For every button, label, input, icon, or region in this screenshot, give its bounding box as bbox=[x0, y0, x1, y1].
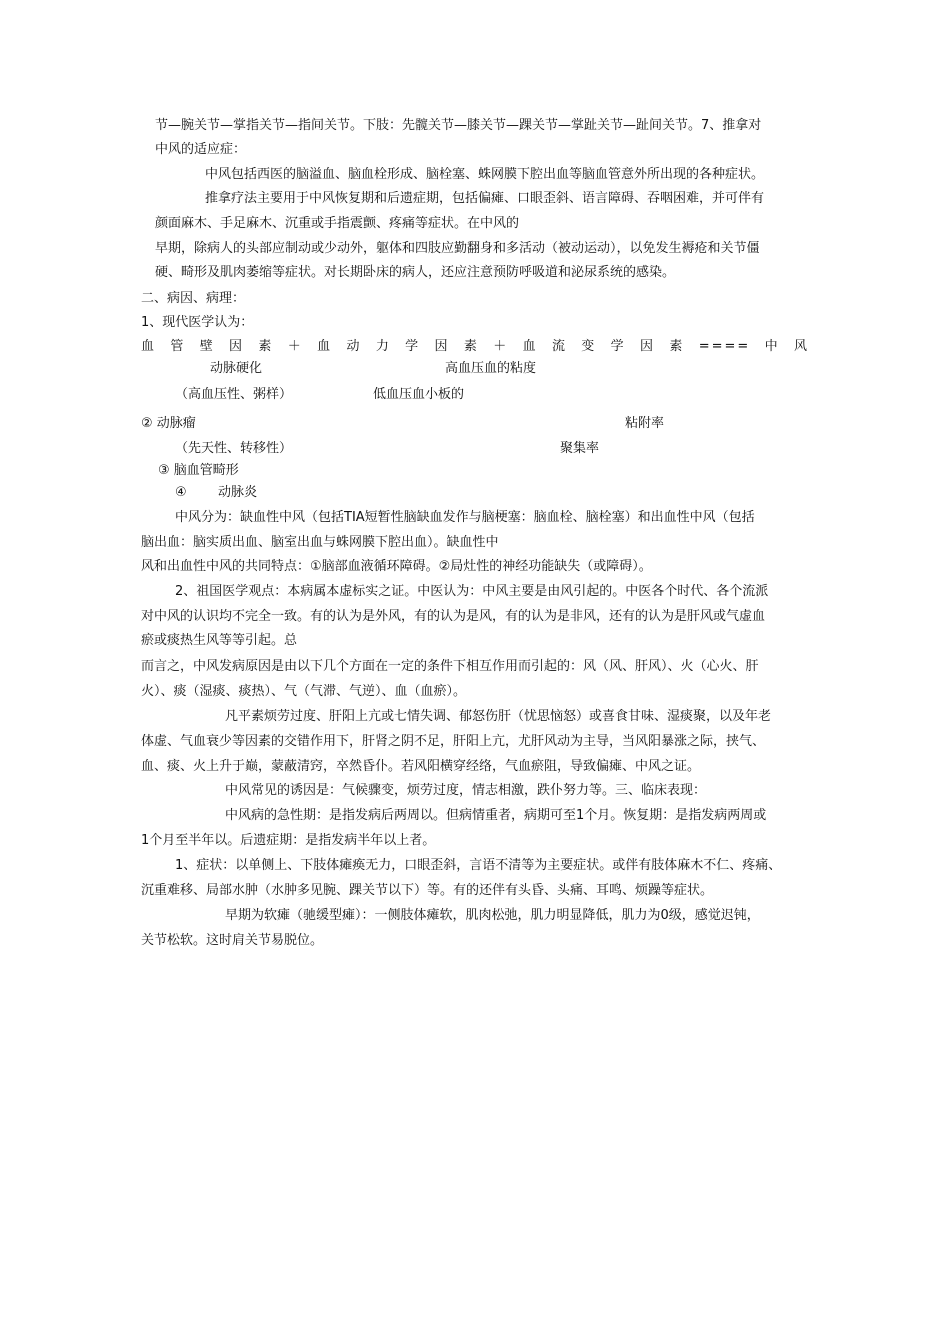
text-line: 节—腕关节—掌指关节—指间关节。下肢：先髋关节—膝关节—踝关节—掌趾关节—趾间关节。7、推拿对 bbox=[155, 118, 762, 133]
text-line: 聚集率 bbox=[560, 441, 600, 456]
text-line: ③ 脑血管畸形 bbox=[158, 463, 239, 478]
text-line: 高血压血的粘度 bbox=[445, 361, 537, 376]
text-line: ② 动脉瘤 bbox=[141, 416, 196, 431]
text-line: 粘附率 bbox=[625, 416, 665, 431]
text-line: （高血压性、粥样） bbox=[175, 387, 293, 402]
text-line: 火）、痰（湿痰、痰热）、气（气滞、气逆）、血（血瘀）。 bbox=[141, 684, 467, 699]
text-line: 1、症状：以单侧上、下肢体瘫痪无力，口眼歪斜，言语不清等为主要症状。或伴有肢体麻木不仁、疼痛、 bbox=[175, 858, 782, 873]
text-line: 硬、畸形及肌肉萎缩等症状。对长期卧床的病人，还应注意预防呼吸道和泌尿系统的感染。 bbox=[155, 265, 676, 280]
text-line: 凡平素烦劳过度、肝阳上亢或七情失调、郁怒伤肝（忧思恼怒）或喜食甘味、湿痰聚，以及年老 bbox=[225, 709, 772, 724]
text-line: 体虚、气血衰少等因素的交错作用下，肝肾之阴不足，肝阳上亢，尤肝风动为主导，当风阳暴涨之际，挟气、 bbox=[141, 734, 766, 749]
text-line: 中风包括西医的脑溢血、脑血栓形成、脑栓塞、蛛网膜下腔出血等脑血管意外所出现的各种症状。 bbox=[205, 167, 765, 182]
text-line: ④ bbox=[175, 485, 187, 500]
subsection-heading: 1、现代医学认为： bbox=[141, 315, 254, 330]
formula-line: 血管壁因素＋血动力学因素＋血流变学因素====中风 bbox=[141, 339, 809, 354]
text-line: 血、痰、火上升于巅，蒙蔽清窍，卒然昏仆。若风阳横穿经络，气血瘀阻，导致偏瘫、中风之证。 bbox=[141, 759, 701, 774]
text-line: 对中风的认识均不完全一致。有的认为是外风，有的认为是风，有的认为是非风，还有的认为是肝风或气虚血 bbox=[141, 609, 766, 624]
text-line: 推拿疗法主要用于中风恢复期和后遗症期，包括偏瘫、口眼歪斜、语言障碍、吞咽困难，并可伴有 bbox=[205, 191, 765, 206]
text-line: 颜面麻木、手足麻木、沉重或手指震颤、疼痛等症状。在中风的 bbox=[155, 216, 520, 231]
text-line: 早期，除病人的头部应制动或少动外，躯体和四肢应勤翻身和多活动（被动运动），以免发生褥疮和关节僵 bbox=[155, 241, 760, 256]
text-line: 早期为软瘫（驰缓型瘫）：一侧肢体瘫软，肌肉松弛，肌力明显降低，肌力为0级，感觉迟钝， bbox=[225, 908, 760, 923]
text-line: 脑出血：脑实质出血、脑室出血与蛛网膜下腔出血）。缺血性中 bbox=[141, 535, 499, 550]
text-line: 动脉硬化 bbox=[210, 361, 263, 376]
text-line: 动脉炎 bbox=[218, 485, 258, 500]
text-line: 中风病的急性期：是指发病后两周以。但病情重者，病期可至1个月。恢复期：是指发病两周或 bbox=[225, 808, 767, 823]
text-line: 2、祖国医学观点：本病属本虚标实之证。中医认为：中风主要是由风引起的。中医各个时代、各个流派 bbox=[175, 584, 769, 599]
text-line: 风和出血性中风的共同特点：①脑部血液循环障碍。②局灶性的神经功能缺失（或障碍）。 bbox=[141, 559, 652, 574]
text-line: （先天性、转移性） bbox=[175, 441, 293, 456]
text-line: 关节松软。这时肩关节易脱位。 bbox=[141, 933, 324, 948]
text-line: 而言之，中风发病原因是由以下几个方面在一定的条件下相互作用而引起的：风（风、肝风）、火（心火、肝 bbox=[141, 659, 759, 674]
text-line: 瘀或痰热生风等等引起。总 bbox=[141, 633, 298, 648]
text-line: 中风常见的诱因是：气候骤变，烦劳过度，情志相激，跌仆努力等。三、临床表现： bbox=[225, 783, 707, 798]
text-line: 中风分为：缺血性中风（包括TIA短暂性脑缺血发作与脑梗塞：脑血栓、脑栓塞）和出血性中风（包括 bbox=[175, 510, 755, 525]
text-line: 中风的适应症： bbox=[155, 142, 247, 157]
text-line: 1个月至半年以。后遗症期：是指发病半年以上者。 bbox=[141, 833, 436, 848]
text-line: 低血压血小板的 bbox=[373, 387, 465, 402]
text-line: 沉重难移、局部水肿（水肿多见腕、踝关节以下）等。有的还伴有头昏、头痛、耳鸣、烦躁等症状。 bbox=[141, 883, 714, 898]
section-heading: 二、病因、病理： bbox=[141, 291, 246, 306]
